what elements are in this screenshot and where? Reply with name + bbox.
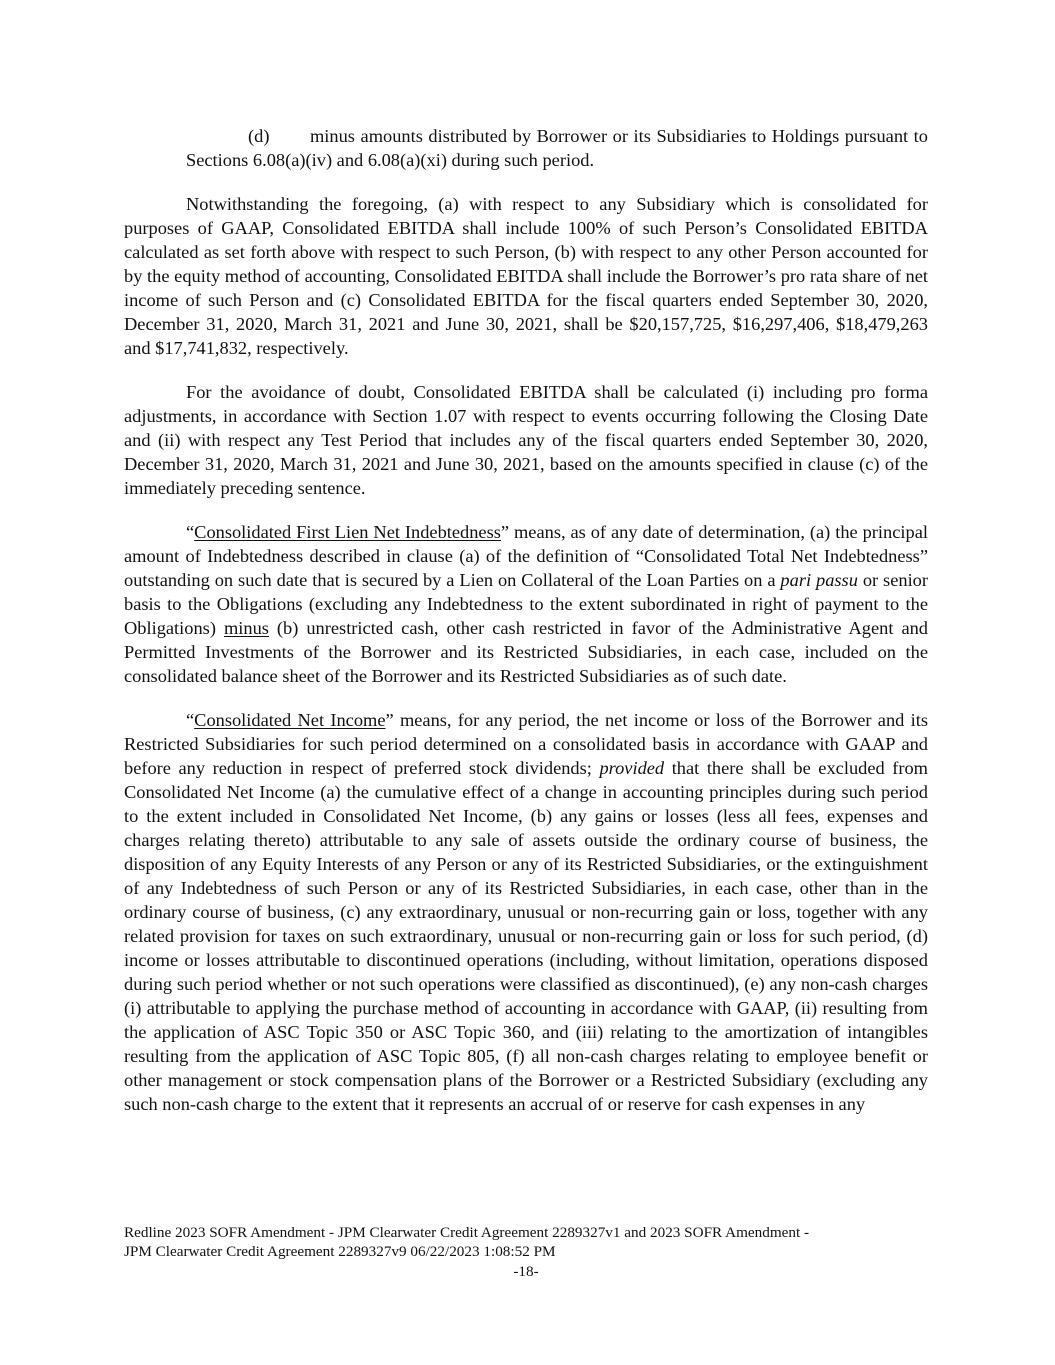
footer-redline-line-1: Redline 2023 SOFR Amendment - JPM Clearwater Credit Agreement 2289327v1 and 2023 SOFR Amendment -: [124, 1224, 810, 1241]
open-quote: “: [186, 710, 195, 730]
underlined-minus: minus: [223, 618, 269, 638]
clause-d-label: (d): [248, 126, 270, 146]
defined-term: Consolidated Net Income: [194, 710, 386, 730]
clause-d-paragraph: [124, 124, 928, 172]
definition-consolidated-net-income: [124, 708, 928, 1116]
italic-term: provided: [599, 758, 665, 778]
definition-text: ” means, for any period, the net income or loss of the Borrower and its Restricted Subsidiaries for such period determined on a consolidated basis in accordance with GAAP and before any reduction in respect of preferred stock dividends;: [124, 710, 928, 778]
definition-text: or senior basis to the Obligations (excluding any Indebtedness to the extent subordinated in right of payment to the Obligations): [124, 570, 929, 638]
definition-consolidated-first-lien-net-indebtedness: [124, 520, 928, 688]
clause-d-text: minus amounts distributed by Borrower or its Subsidiaries to Holdings pursuant to Sections 6.08(a)(iv) and 6.08(a)(xi) during such period.: [186, 126, 928, 170]
definition-text: ” means, as of any date of determination, (a) the principal amount of Indebtedness described in clause (a) of the definition of “Consolidated Total Net Indebtedness” outstanding on such date that is secured by a Lien on Collateral of the Loan Parties on a: [124, 522, 928, 590]
page-footer: [124, 1223, 928, 1281]
italic-term: pari passu: [780, 570, 858, 590]
avoidance-of-doubt-paragraph: For the avoidance of doubt, Consolidated EBITDA shall be calculated (i) including pro forma adjustments, in accordance with Section 1.07 with respect to events occurring following the Closing Date and (ii) with respect any Test Period that includes any of the fiscal quarters ended September 30, 2020, December 31, 2020, March 31, 2021 and June 30, 2021, based on the amounts specified in clause (c) of the immediately preceding sentence.: [124, 382, 928, 498]
page-number: -18-: [513, 1263, 539, 1280]
definition-text: (b) unrestricted cash, other cash restricted in favor of the Administrative Agent and Permitted Investments of the Borrower and its Restricted Subsidiaries, in each case, included on the consolidated balance sheet of the Borrower and its Restricted Subsidiaries as of such date.: [124, 618, 928, 686]
notwithstanding-paragraph: Notwithstanding the foregoing, (a) with respect to any Subsidiary which is consolidated for purposes of GAAP, Consolidated EBITDA shall include 100% of such Person’s Consolidated EBITDA calculated as set forth above with respect to such Person, (b) with respect to any other Person accounted for by the equity method of accounting, Consolidated EBITDA shall include the Borrower’s pro rata share of net income of such Person and (c) Consolidated EBITDA for the fiscal quarters ended September 30, 2020, December 31, 2020, March 31, 2021 and June 30, 2021, shall be $20,157,725, $16,297,406, $18,479,263 and $17,741,832, respectively.: [124, 194, 928, 358]
definition-text: that there shall be excluded from Consolidated Net Income (a) the cumulative effect of a change in accounting principles during such period to the extent included in Consolidated Net Income, (b) any gains or losses (less all fees, expenses and charges relating thereto) attributable to any sale of assets outside the ordinary course of business, the disposition of any Equity Interests of any Person or any of its Restricted Subsidiaries, or the extinguishment of any Indebtedness of such Person or any of its Restricted Subsidiaries, in each case, other than in the ordinary course of business, (c) any extraordinary, unusual or non-recurring gain or loss, together with any related provision for taxes on such extraordinary, unusual or non-recurring gain or loss for such period, (d) income or losses attributable to discontinued operations (including, without limitation, operations disposed during such period whether or not such operations were classified as discontinued), (e) any non-cash charges (i) attributable to applying the purchase method of accounting in accordance with GAAP, (ii) resulting from the application of ASC Topic 350 or ASC Topic 360, and (iii) relating to the amortization of intangibles resulting from the application of ASC Topic 805, (f) all non-cash charges relating to employee benefit or other management or stock compensation plans of the Borrower or a Restricted Subsidiary (excluding any such non-cash charge to the extent that it represents an accrual of or reserve for cash expenses in any: [124, 758, 928, 1114]
open-quote: “: [186, 522, 195, 542]
footer-redline-line-2: JPM Clearwater Credit Agreement 2289327v9 06/22/2023 1:08:52 PM: [124, 1243, 556, 1260]
document-body: [124, 124, 928, 1136]
defined-term: Consolidated First Lien Net Indebtedness: [194, 522, 501, 542]
